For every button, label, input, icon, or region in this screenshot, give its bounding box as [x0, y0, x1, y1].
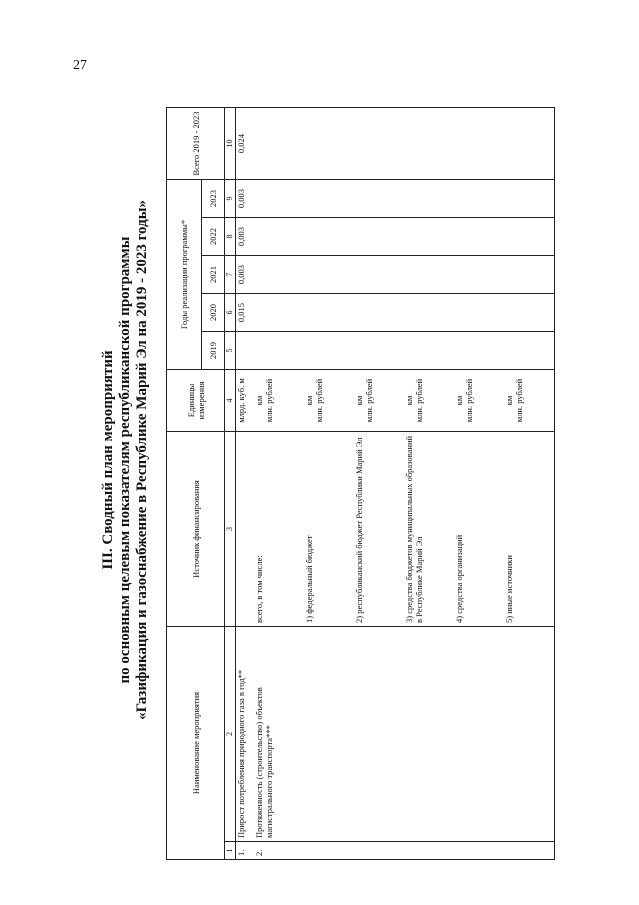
- column-number: 1: [225, 842, 236, 860]
- column-number: 4: [225, 370, 236, 432]
- value-2023: [354, 180, 404, 218]
- event-name: [454, 627, 504, 842]
- event-name: Прирост потребления природного газа в год**: [236, 627, 255, 842]
- value-2023: [454, 180, 504, 218]
- value-total: [304, 108, 354, 180]
- value-2023: [404, 180, 454, 218]
- row-number: 1.: [236, 842, 255, 860]
- value-2019: [354, 332, 404, 370]
- event-name: [504, 627, 555, 842]
- unit: км млн. рублей: [304, 370, 354, 432]
- value-2023: [254, 180, 304, 218]
- value-total: [354, 108, 404, 180]
- header-year-2023: 2023: [202, 180, 225, 218]
- value-2020: [454, 294, 504, 332]
- title-line-2: по основным целевым показателям республиканской программы: [117, 236, 133, 684]
- value-total: [454, 108, 504, 180]
- value-2021: [304, 256, 354, 294]
- header-total: Всего 2019 - 2023: [167, 108, 225, 180]
- unit: км млн. рублей: [404, 370, 454, 432]
- value-2022: [404, 218, 454, 256]
- table-row: [304, 108, 354, 860]
- funding-source: 2) республиканский бюджет Республики Марий Эл: [354, 432, 404, 627]
- value-2020: 0,015: [236, 294, 255, 332]
- value-2020: [304, 294, 354, 332]
- title-line-1: III. Сводный план мероприятий: [100, 350, 116, 570]
- value-2023: 0,003: [236, 180, 255, 218]
- column-number: 6: [225, 294, 236, 332]
- value-2019: [404, 332, 454, 370]
- table-row: [454, 108, 504, 860]
- table-row: [354, 108, 404, 860]
- value-2021: [454, 256, 504, 294]
- value-2022: [454, 218, 504, 256]
- event-name: [354, 627, 404, 842]
- value-2019: [254, 332, 304, 370]
- value-2021: [404, 256, 454, 294]
- column-number: 5: [225, 332, 236, 370]
- funding-source: 3) средства бюджетов муниципальных образований в Республике Марий Эл: [404, 432, 454, 627]
- value-2020: [404, 294, 454, 332]
- value-2020: [254, 294, 304, 332]
- row-number: [404, 842, 454, 860]
- event-name: Протяженность (строительство) объектов магистрального транспорта***: [254, 627, 304, 842]
- value-total: [504, 108, 555, 180]
- value-2020: [354, 294, 404, 332]
- table-row: [254, 108, 304, 860]
- value-2019: [504, 332, 555, 370]
- row-number: 2.: [254, 842, 304, 860]
- funding-source: [236, 432, 255, 627]
- value-2022: [354, 218, 404, 256]
- header-year-2019: 2019: [202, 332, 225, 370]
- value-2023: [304, 180, 354, 218]
- event-name: [304, 627, 354, 842]
- funding-source: 4) средства организаций: [454, 432, 504, 627]
- value-2023: [504, 180, 555, 218]
- rotated-page-content: [100, 50, 639, 870]
- funding-source: 1) федеральный бюджет: [304, 432, 354, 627]
- row-number: [504, 842, 555, 860]
- value-total: [404, 108, 454, 180]
- value-2021: 0,003: [236, 256, 255, 294]
- value-2021: [254, 256, 304, 294]
- unit: млрд. куб. м: [236, 370, 255, 432]
- unit: км млн. рублей: [254, 370, 304, 432]
- header-year-2022: 2022: [202, 218, 225, 256]
- value-2022: [304, 218, 354, 256]
- table-row: [236, 108, 255, 860]
- column-number: 9: [225, 180, 236, 218]
- table-row: [404, 108, 454, 860]
- column-number: 8: [225, 218, 236, 256]
- value-2019: [454, 332, 504, 370]
- header-event-name: Наименование мероприятия: [167, 627, 225, 860]
- column-number: 2: [225, 627, 236, 842]
- row-number: [354, 842, 404, 860]
- row-number: [454, 842, 504, 860]
- unit: км млн. рублей: [454, 370, 504, 432]
- header-funding-source: Источник финансирования: [167, 432, 225, 627]
- value-2022: [504, 218, 555, 256]
- summary-plan-table: [166, 107, 555, 860]
- value-2019: [304, 332, 354, 370]
- unit: км млн. рублей: [504, 370, 555, 432]
- value-2019: [236, 332, 255, 370]
- value-2021: [354, 256, 404, 294]
- value-2022: 0,003: [236, 218, 255, 256]
- unit: км млн. рублей: [354, 370, 404, 432]
- page-number: 27: [73, 58, 87, 73]
- header-years-group: Годы реализации программы*: [167, 180, 202, 370]
- value-total: [254, 108, 304, 180]
- value-2022: [254, 218, 304, 256]
- row-number: [304, 842, 354, 860]
- header-unit: Единицы измерения: [167, 370, 225, 432]
- event-name: [404, 627, 454, 842]
- column-number: 7: [225, 256, 236, 294]
- table-row: [504, 108, 555, 860]
- header-year-2021: 2021: [202, 256, 225, 294]
- funding-source: 5) иные источники: [504, 432, 555, 627]
- value-2021: [504, 256, 555, 294]
- value-total: 0,024: [236, 108, 255, 180]
- column-number: 10: [225, 108, 236, 180]
- funding-source: всего, в том числе:: [254, 432, 304, 627]
- title-line-3: «Газификация и газоснабжение в Республике Марий Эл на 2019 - 2023 годы»: [134, 200, 150, 720]
- document-title: [100, 50, 151, 870]
- value-2020: [504, 294, 555, 332]
- column-number: 3: [225, 432, 236, 627]
- header-year-2020: 2020: [202, 294, 225, 332]
